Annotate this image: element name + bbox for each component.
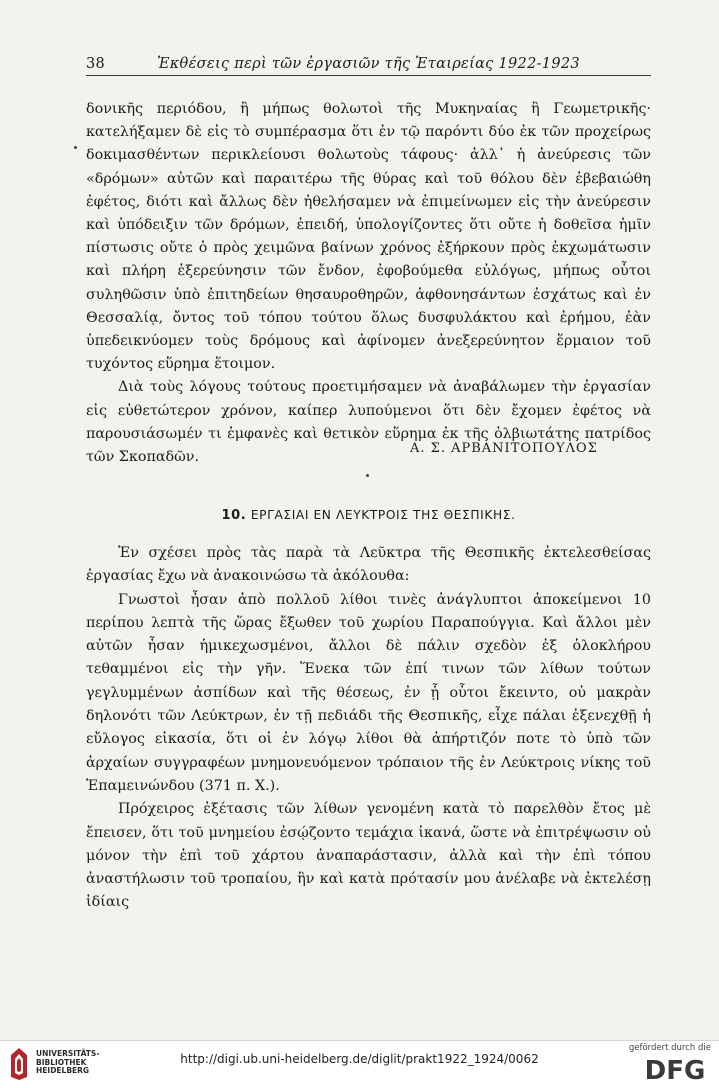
paragraph: Διὰ τοὺς λόγους τούτους προετιμήσαμεν νὰ ἀναβάλωμεν τὴν ἐργασίαν εἰς εὐθετώτερον χρόνον, καίπερ λυπούμενοι ὅτι δὲν ἔχομεν ἐφέτος νὰ παρουσιάσωμέν τι ἐμφανὲς καὶ θετικὸν εὕρημα ἐκ τῆς ὀλβιωτάτης πατρίδος τῶν Σκοπαδῶν. [86,379,651,466]
paragraph: Ἐν σχέσει πρὸς τὰς παρὰ τὰ Λεῦκτρα τῆς Θεσπικῆς ἐκτελεσθείσας ἐργασίας ἔχω νὰ ἀνακοινώσω τὰ ἀκόλουθα: [86,545,651,585]
author-signature: Α. Σ. ΑΡΒΑΝΙΤΟΠΟΥΛΟΣ [410,441,598,456]
section-number: 10. [221,508,247,523]
section-heading [86,508,651,523]
section-2-body [86,542,651,915]
dfg-logo-icon [640,1055,710,1083]
paragraph: Γνωστοὶ ἦσαν ἀπὸ πολλοῦ λίθοι τινὲς ἀνάγλυπτοι ἀποκείμενοι 10 περίπου λεπτὰ τῆς ὥρας ἔξωθεν τοῦ χωρίου Παραπούγγια. Καὶ ἄλλοι μὲν αὐτῶν ἦσαν ἡμικεχωσμένοι, ἄλλοι δὲ πάλιν σχεδὸν ἐξ ὁλοκλήρου τεθαμμένοι εἰς τὴν γῆν. Ἕνεκα τῶν ἐπί τινων τῶν λίθων τούτων γεγλυμμένων ἀσπίδων καὶ τῆς θέσεως, ἐν ᾗ οὗτοι ἔκειντο, οὐ μακρὰν δηλονότι τῶν Λεύκτρων, ἐν τῇ πεδιάδι τῆς Θεσπικῆς, εἶχε πάλαι ἐξενεχθῇ ἡ εὔλογος εἰκασία, ὅτι οἱ ἐν λόγῳ λίθοι θὰ ἀπήρτιζόν ποτε τὸ ὑπὸ τῶν ἀρχαίων συγγραφέων μνημονευόμενον τρόπαιον τῆς ἐν Λεύκτροις νίκης τοῦ Ἐπαμεινώνδου (371 π. Χ.). [86,591,651,794]
speck [74,146,77,149]
header-rule [86,75,651,76]
funded-by-label: gefördert durch die [628,1043,711,1053]
section-title: ΕΡΓΑΣΙΑΙ ΕΝ ΛΕΥΚΤΡΟΙΣ ΤΗΣ ΘΕΣΠΙΚΗΣ. [250,508,516,522]
running-title: Ἐκθέσεις περὶ τῶν ἐργασιῶν τῆς Ἑταιρείας 1922-1923 [157,56,580,72]
section-1-body [86,98,651,469]
library-name: UNIVERSITÄTS- BIBLIOTHEK HEIDELBERG [36,1049,100,1076]
page-number: 38 [86,56,106,72]
permalink-url[interactable]: http://digi.ub.uni-heidelberg.de/diglit/prakt1922_1924/0062 [180,1052,539,1066]
dfg-logo-text: DFG [644,1056,706,1083]
running-head [86,56,651,74]
speck [366,474,369,477]
paragraph: δονικῆς περιόδου, ἢ μήπως θολωτοὶ τῆς Μυκηναίας ἢ Γεωμετρικῆς· κατελήξαμεν δὲ εἰς τὸ συμπέρασμα ὅτι ἐν τῷ παρόντι δύο ἐκ τῶν προχείρως δοκιμασθέντων περικλείουσι θολωτοὺς τάφους· ἀλλ᾽ ἡ ἀνεύρεσις τῶν «δρόμων» αὐτῶν καὶ παραιτέρω τῆς θύρας καὶ τοῦ θόλου δὲν ἐβεβαιώθη ἐφέτος, διότι καὶ ἄλλως δὲν ἠθελήσαμεν νὰ ἐπιμείνωμεν εἰς τὴν ἀνεύρεσιν καὶ ὑπόδειξιν τῶν δρόμων, ἐπειδή, ὑπολογίζοντες ὅτι οὔτε ἡ δοθεῖσα ἡμῖν πίστωσις οὔτε ὁ πρὸς χειμῶνα βαίνων χρόνος ἐξήρκουν πρὸς ἐκχωμάτωσιν καὶ πλήρη ἐξερεύνησιν τῶν ἔνδον, ἐφοβούμεθα εὐλόγως, μήπως οὗτοι συληθῶσιν ὑπὸ ἐπιτηδείων θησαυροθηρῶν, ἀφθονησάντων ἐσχάτως καὶ ἐν Θεσσαλίᾳ, ὄντος τοῦ τόπου τούτου ὅλως δυσφυλάκτου καὶ ἐρήμου, ἐὰν ὑπεδεικνύομεν τοὺς δρόμους καὶ ἀφίνομεν ἀνεξερεύνητον ἕρμαιον τοῦ τυχόντος εὕρημα ἕτοιμον. [86,101,651,373]
paragraph: Πρόχειρος ἐξέτασις τῶν λίθων γενομένη κατὰ τὸ παρελθὸν ἔτος μὲ ἔπεισεν, ὅτι τοῦ μνημείου ἐσῴζοντο τεμάχια ἱκανά, ὥστε νὰ ἐπιτρέψωσιν οὐ μόνον τὴν ἐπὶ τοῦ χάρτου ἀναπαράστασιν, ἀλλὰ καὶ τὴν ἐπὶ τόπου ἀναστήλωσιν τοῦ τροπαίου, ἣν καὶ κατὰ πρότασίν μου ἀνέλαβε νὰ ἐκτελέσῃ ἰδίαις [86,801,651,911]
